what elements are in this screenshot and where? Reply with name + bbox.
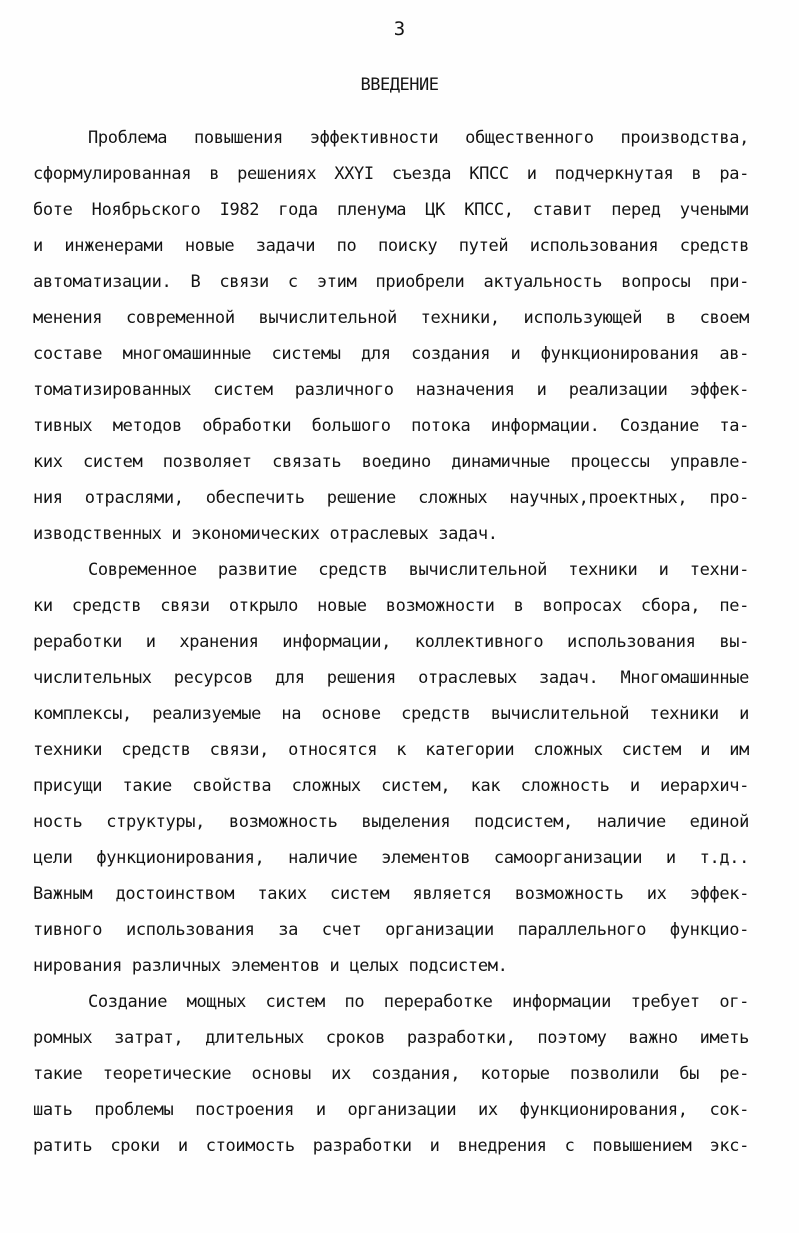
text-line: и инженерами новые задачи по поиску путей использования средств [33,236,749,256]
text-line: ких систем позволяет связать воедино динамичные процессы управле- [33,452,749,472]
text-line: томатизированных систем различного назначения и реализации эффек- [33,380,749,400]
text-line: Создание мощных систем по переработке информации требует ог- [88,992,749,1012]
paragraph-1 [33,120,749,552]
text-line: числительных ресурсов для решения отраслевых задач. Многомашинные [33,668,749,688]
text-line: реработки и хранения информации, коллективного использования вы- [33,632,749,652]
paragraph-2 [33,552,749,984]
paragraph-3 [33,984,749,1164]
text-line: шать проблемы построения и организации их функционирования, сок- [33,1100,749,1120]
page-number: 3 [393,18,406,40]
text-line: присущи такие свойства сложных систем, как сложность и иерархич- [33,776,749,796]
text-line: ромных затрат, длительных сроков разработки, поэтому важно иметь [33,1028,749,1048]
text-line: тивных методов обработки большого потока информации. Создание та- [33,416,749,436]
body-text [33,120,749,1164]
text-line: ки средств связи открыло новые возможности в вопросах сбора, пе- [33,596,749,616]
text-line: изводственных и экономических отраслевых задач. [33,524,498,544]
text-line: автоматизации. В связи с этим приобрели актуальность вопросы при- [33,272,749,292]
text-line: сформулированная в решениях XXYI съезда КПСС и подчеркнутая в ра- [33,164,749,184]
text-line: нирования различных элементов и целых подсистем. [33,956,508,976]
text-line: составе многомашинные системы для создания и функционирования ав- [33,344,749,364]
text-line: комплексы, реализуемые на основе средств вычислительной техники и [33,704,749,724]
text-line: ния отраслями, обеспечить решение сложных научных,проектных, про- [33,488,749,508]
text-line: Проблема повышения эффективности общественного производства, [88,128,749,148]
text-line: боте Ноябрьского I982 года пленума ЦК КПСС, ставит перед учеными [33,200,749,220]
text-line: техники средств связи, относятся к категории сложных систем и им [33,740,749,760]
text-line: ность структуры, возможность выделения подсистем, наличие единой [33,812,749,832]
text-line: Современное развитие средств вычислительной техники и техни- [88,560,749,580]
text-line: тивного использования за счет организации параллельного функцио- [33,920,749,940]
text-line: ратить сроки и стоимость разработки и внедрения с повышением экс- [33,1136,749,1156]
section-heading: ВВЕДЕНИЕ [360,75,439,95]
text-line: цели функционирования, наличие элементов самоорганизации и т.д.. [33,848,749,868]
text-line: такие теоретические основы их создания, которые позволили бы ре- [33,1064,749,1084]
text-line: менения современной вычислительной техники, использующей в своем [33,308,749,328]
text-line: Важным достоинством таких систем является возможность их эффек- [33,884,749,904]
